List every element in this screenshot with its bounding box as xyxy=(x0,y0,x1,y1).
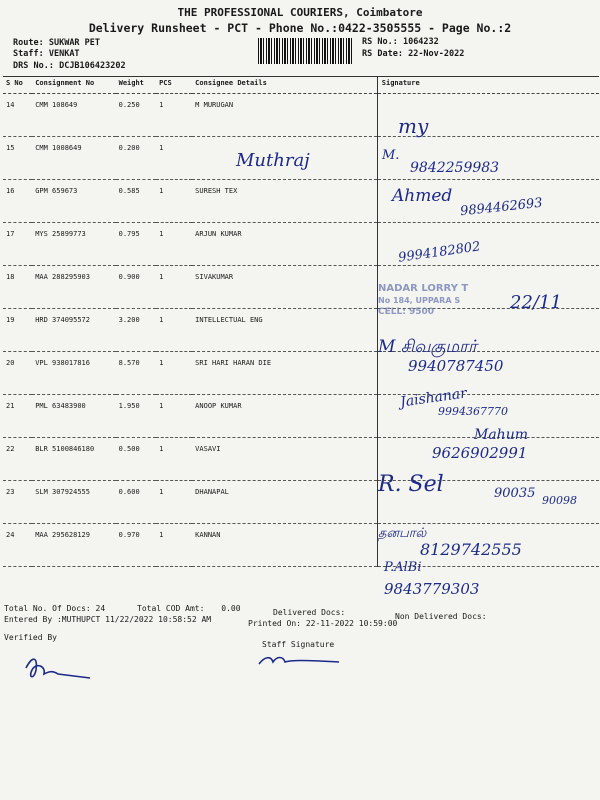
staff-signature xyxy=(255,648,345,672)
rs-date-label: RS Date: xyxy=(362,49,403,59)
handwritten-phone: 9994182802 xyxy=(397,239,482,266)
cell-sno: 18 xyxy=(3,266,32,309)
runsheet-title: Delivery Runsheet - PCT - Phone No.:0422-3505555 - Page No.:2 xyxy=(88,21,512,35)
handwritten-signature: Mahum xyxy=(474,427,528,443)
route-value: SUKWAR PET xyxy=(48,38,101,48)
cell-pcs: 1 xyxy=(156,309,192,352)
cell-weight: 8.570 xyxy=(116,352,156,395)
entered-by-value: MUTHUPCT 11/22/2022 10:58:52 AM xyxy=(61,615,212,624)
route-line xyxy=(13,38,100,48)
cell-consignment: MAA 295628129 xyxy=(32,524,115,567)
cell-pcs: 1 xyxy=(156,524,192,567)
col-header-consignment: Consignment No xyxy=(32,77,115,94)
cell-consignment: VPL 938017816 xyxy=(32,352,115,395)
company-title: THE PROFESSIONAL COURIERS, Coimbatore xyxy=(177,6,423,19)
rs-no-label: RS No.: xyxy=(362,37,398,47)
cell-weight: 1.950 xyxy=(116,395,156,438)
handwritten-phone: 9842259983 xyxy=(410,160,500,176)
cell-consignee: SRI HARI HARAN DIE xyxy=(192,352,377,395)
total-docs-label: Total No. Of Docs: xyxy=(4,604,91,613)
handwritten-phone: 9940787450 xyxy=(408,357,504,375)
table-row xyxy=(3,352,599,395)
handwritten-phone: 9843779303 xyxy=(384,580,480,598)
cell-consignment: CMM 1008649 xyxy=(32,137,115,180)
route-label: Route: xyxy=(13,38,44,48)
non-delivered-docs-label: Non Delivered Docs: xyxy=(395,612,487,621)
cell-consignee: KANNAN xyxy=(192,524,377,567)
cell-pcs: 1 xyxy=(156,137,192,180)
cell-weight: 0.970 xyxy=(116,524,156,567)
staff-signature-label: Staff Signature xyxy=(262,640,335,649)
cell-sno: 16 xyxy=(3,180,32,223)
cell-consignment: MYS 25899773 xyxy=(32,223,115,266)
cell-consignment: SLM 307924555 xyxy=(32,481,115,524)
cell-sno: 14 xyxy=(3,94,32,137)
cell-weight: 0.500 xyxy=(116,438,156,481)
cell-sno: 19 xyxy=(3,309,32,352)
table-row xyxy=(3,223,599,266)
staff-value: VENKAT xyxy=(48,49,80,59)
handwritten-signature: தனபால் xyxy=(378,526,427,541)
entered-by-label: Entered By : xyxy=(4,615,62,624)
verified-by-label: Verified By xyxy=(4,633,57,642)
cell-consignee: ARJUN KUMAR xyxy=(192,223,377,266)
cell-pcs: 1 xyxy=(156,180,192,223)
handwritten-number: 90035 xyxy=(494,486,536,501)
cell-weight: 0.795 xyxy=(116,223,156,266)
handwritten-signature: M சிவகுமார் xyxy=(378,337,477,357)
printed-on-label: Printed On: xyxy=(248,619,301,628)
cell-weight: 0.600 xyxy=(116,481,156,524)
cell-weight: 0.200 xyxy=(116,137,156,180)
handwritten-phone: 9626902991 xyxy=(432,444,528,462)
handwritten-signature: Jaishanar xyxy=(399,385,468,411)
handwritten-signature: my xyxy=(398,114,429,138)
stamp-line-1: NADAR LORRY T xyxy=(378,283,469,294)
rs-no-value: 1064232 xyxy=(402,37,439,47)
cell-weight: 3.200 xyxy=(116,309,156,352)
stamp-line-2: No 184, UPPARA S xyxy=(378,296,461,305)
cell-weight: 0.900 xyxy=(116,266,156,309)
barcode xyxy=(258,38,354,64)
cell-sno: 23 xyxy=(3,481,32,524)
handwritten-phone: 8129742555 xyxy=(420,540,522,559)
total-cod-value: 0.00 xyxy=(221,604,241,613)
cell-weight: 0.250 xyxy=(116,94,156,137)
table-header-row xyxy=(3,77,599,94)
cell-pcs: 1 xyxy=(156,223,192,266)
cell-consignee: SURESH TEX xyxy=(192,180,377,223)
table-row xyxy=(3,94,599,137)
entered-by xyxy=(4,615,211,624)
cell-consignment: MAA 288295903 xyxy=(32,266,115,309)
rs-no-line xyxy=(362,37,439,47)
cell-consignment: HRD 374095572 xyxy=(32,309,115,352)
cell-pcs: 1 xyxy=(156,352,192,395)
printed-on-value: 22-11-2022 10:59:00 xyxy=(305,619,398,628)
staff-label: Staff: xyxy=(13,49,44,59)
cell-consignee: SIVAKUMAR xyxy=(192,266,377,309)
cell-consignee: M MURUGAN xyxy=(192,94,377,137)
cell-pcs: 1 xyxy=(156,438,192,481)
cell-sno: 15 xyxy=(3,137,32,180)
handwritten-signature: P.AlBi xyxy=(384,560,422,575)
cell-sno: 20 xyxy=(3,352,32,395)
cell-weight: 0.585 xyxy=(116,180,156,223)
col-header-consignee: Consignee Details xyxy=(192,77,377,94)
staff-line xyxy=(13,49,80,59)
cell-consignment: GPM 659673 xyxy=(32,180,115,223)
cell-sno: 17 xyxy=(3,223,32,266)
handwritten-date: 22/11 xyxy=(510,292,562,313)
drs-line xyxy=(13,61,126,71)
handwritten-phone: 9994367770 xyxy=(438,405,508,418)
total-docs xyxy=(4,604,105,613)
rs-date-value: 22-Nov-2022 xyxy=(408,49,465,59)
cell-pcs: 1 xyxy=(156,481,192,524)
rs-date-line xyxy=(362,49,464,59)
cell-pcs: 1 xyxy=(156,94,192,137)
handwritten-signature: Ahmed xyxy=(392,186,453,206)
delivered-docs-label: Delivered Docs: xyxy=(273,608,346,617)
total-cod-label: Total COD Amt: xyxy=(137,604,205,613)
cell-pcs: 1 xyxy=(156,266,192,309)
cell-sno: 22 xyxy=(3,438,32,481)
handwritten-name: Muthraj xyxy=(236,150,310,171)
handwritten-signature: M. xyxy=(382,148,400,163)
cell-consignment: CMM 108649 xyxy=(32,94,115,137)
verifier-signature xyxy=(18,648,98,688)
handwritten-phone: 9894462693 xyxy=(459,195,544,220)
cell-sno: 21 xyxy=(3,395,32,438)
cell-consignment: BLR 5100846180 xyxy=(32,438,115,481)
col-header-pcs: PCS xyxy=(156,77,192,94)
cell-consignee: DHANAPAL xyxy=(192,481,377,524)
stamp-line-3: CELL: 9500 xyxy=(378,307,435,317)
handwritten-number: 90098 xyxy=(542,494,577,507)
col-header-signature: Signature xyxy=(377,77,599,94)
col-header-weight: Weight xyxy=(116,77,156,94)
drs-value: DCJB106423202 xyxy=(59,61,126,71)
cell-pcs: 1 xyxy=(156,395,192,438)
drs-label: DRS No.: xyxy=(13,61,54,71)
cell-consignee: INTELLECTUAL ENG xyxy=(192,309,377,352)
printed-on xyxy=(248,619,397,628)
col-header-sno: S No xyxy=(3,77,32,94)
handwritten-signature: R. Sel xyxy=(378,472,444,497)
cell-consignee: VASAVI xyxy=(192,438,377,481)
cell-consignment: PML 63483900 xyxy=(32,395,115,438)
total-docs-value: 24 xyxy=(95,604,106,613)
cell-consignee: ANOOP KUMAR xyxy=(192,395,377,438)
total-cod xyxy=(137,604,241,613)
cell-sno: 24 xyxy=(3,524,32,567)
